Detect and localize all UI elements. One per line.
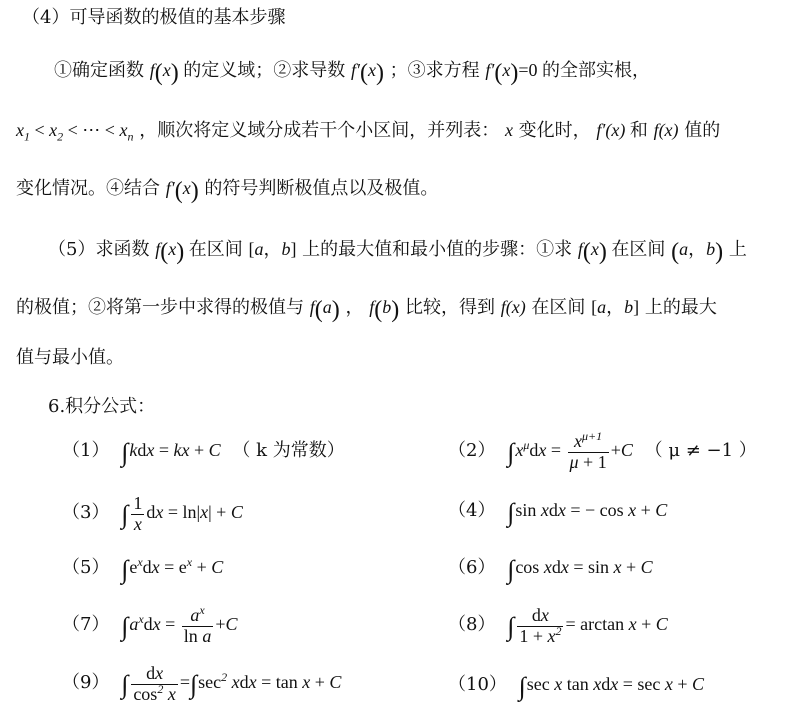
math-fx-2: f(x) xyxy=(653,120,679,140)
math-fx-4: f(x) xyxy=(577,239,607,265)
formula-2-label: （2） xyxy=(448,440,496,462)
section5-line2 xyxy=(16,293,717,322)
s4-text-e: ，顺次将定义域分成若干个小区间，并列表： xyxy=(139,120,500,141)
math-open-interval: (a，b) xyxy=(671,239,724,265)
formula-1-note: （ k 为常数） xyxy=(232,440,345,461)
math-fx: f(x) xyxy=(149,60,179,86)
s5-text-i: 在区间 xyxy=(531,297,586,318)
formula-6-label: （6） xyxy=(448,557,496,578)
section6-title xyxy=(48,393,155,421)
section5-line3 xyxy=(16,344,124,372)
s5-text-h: 比较，得到 xyxy=(404,297,495,318)
s5-text-e: 上 xyxy=(728,239,747,260)
formula-4: （4） ∫sin xdx = − cos x + C xyxy=(448,498,668,527)
section4-title xyxy=(22,4,285,32)
formula-2-note: （ μ ≠ −1 ） xyxy=(644,440,757,462)
s5-text-b: 在区间 xyxy=(188,239,243,260)
s5-text-a: （5）求函数 xyxy=(48,239,150,260)
s5-text-c: 上的最大值和最小值的步骤：①求 xyxy=(302,239,573,260)
formula-9: （9） ∫ $\frac{dx}{\cos^2 x}$ $=\int\sec^2$ xdx = tan x + C xyxy=(62,663,342,704)
math-fprime-x-3: f′(x) xyxy=(165,178,199,204)
section4-title-text: （4）可导函数的极值的基本步骤 xyxy=(22,7,286,28)
formula-3: （3） ∫ $\frac{1}{x}$ dx = ln|x| + C xyxy=(62,493,243,534)
formula-7-label: （7） xyxy=(62,614,110,636)
section4-line1 xyxy=(54,56,650,85)
formula-4-label: （4） xyxy=(448,500,496,521)
formula-6: （6） ∫cos xdx = sin x + C xyxy=(448,555,653,584)
math-fprime-x-2: f′(x) xyxy=(596,120,630,140)
formula-1: （1） ∫kdx = kx + C （ k 为常数） xyxy=(62,438,345,467)
math-fb: f(b) xyxy=(369,297,400,323)
math-fx-5: f(x) xyxy=(500,297,526,317)
section6-title-text: 6.积分公式： xyxy=(48,396,156,417)
s4-text-i: 变化情况。④结合 xyxy=(16,178,160,199)
s5-text-k: 值与最小值。 xyxy=(16,347,124,368)
s4-text-a: ①确定函数 xyxy=(54,60,144,81)
section4-line2 xyxy=(16,116,720,145)
math-fx-3: f(x) xyxy=(155,239,185,265)
formula-7: （7） $\int a^xdx$ = $\frac{a^x}{\text{ln a}}$ +C xyxy=(62,603,238,646)
formula-1-label: （1） xyxy=(62,440,110,461)
section5-line1 xyxy=(48,235,747,264)
formula-5-label: （5） xyxy=(62,557,110,578)
formula-10: （10） ∫sec x tan xdx = sec x + C xyxy=(448,672,705,701)
s4-text-h: 值的 xyxy=(684,120,721,141)
s5-text-f: 的极值；②将第一步中求得的极值与 xyxy=(16,297,304,318)
s4-text-c: ；③求方程 xyxy=(389,60,480,81)
formula-8-label: （8） xyxy=(448,614,496,636)
formula-8: （8） ∫ $\frac{dx}{1 + x^2}$ = arctan x + C xyxy=(448,605,668,646)
math-equation: f′(x)=0 xyxy=(485,60,538,86)
section4-line3 xyxy=(16,174,438,203)
formula-9-label: （9） xyxy=(62,672,110,694)
formula-3-label: （3） xyxy=(62,502,110,524)
s5-text-g: ， xyxy=(345,297,364,318)
s4-text-d: 的全部实根， xyxy=(542,60,651,81)
math-roots: $x_1 < x_2$ < ⋯ < $x_n$ xyxy=(16,120,134,144)
s5-text-j: 上的最大 xyxy=(644,297,717,318)
math-fa: f(a) xyxy=(309,297,340,323)
math-closed-interval: [a，b] xyxy=(248,239,297,259)
s4-text-j: 的符号判断极值点以及极值。 xyxy=(204,178,439,199)
formula-10-label: （10） xyxy=(448,674,507,695)
math-closed-interval-2: [a，b] xyxy=(591,297,640,317)
s5-text-d: 在区间 xyxy=(611,239,666,260)
s4-text-g: 和 xyxy=(629,120,648,141)
formula-5: （5） $\int e^xdx = e^x + C$ xyxy=(62,555,224,584)
s4-text-b: 的定义域；②求导数 xyxy=(183,60,346,81)
formula-2: （2） $\int x^\mu dx$ = $\frac{x^{\mu+1}}{\mu + 1}$ +C （ μ ≠ −1 ） xyxy=(448,429,757,472)
math-fprime-x: f′(x) xyxy=(350,60,384,86)
s4-text-f: 变化时， xyxy=(518,120,591,141)
math-x: x xyxy=(504,120,513,140)
